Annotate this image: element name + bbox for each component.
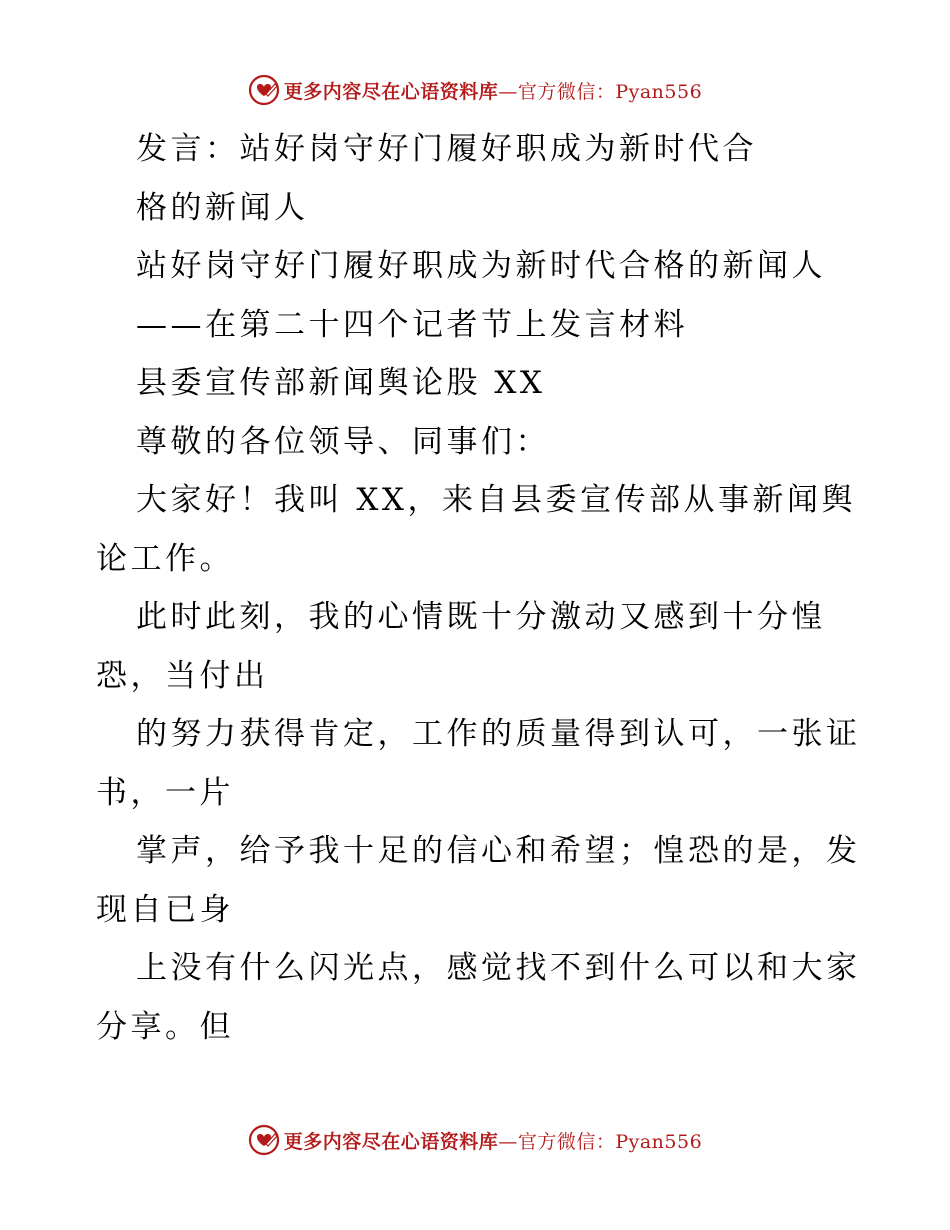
heart-pen-logo-icon [248, 74, 280, 106]
paragraph-line: 恐，当付出 [96, 657, 269, 694]
paragraph-line: 现自已身 [96, 891, 234, 928]
paragraph-line: 书，一片 [96, 774, 234, 811]
title-line-1: 发言：站好岗守好门履好职成为新时代合 [136, 131, 757, 167]
paragraph-line: 的努力获得肯定，工作的质量得到认可，一张证 [136, 716, 861, 752]
subtitle-line: 站好岗守好门履好职成为新时代合格的新闻人 [136, 248, 826, 284]
header-text: 更多内容尽在心语资料库—官方微信：Pyan556 [283, 80, 703, 103]
header-banner [0, 70, 950, 110]
paragraph-line: 分享。但 [96, 1008, 234, 1045]
salutation-line: 尊敬的各位领导、同事们： [136, 423, 550, 460]
author-line: 县委宣传部新闻舆论股 XX [136, 365, 546, 401]
occasion-line: ——在第二十四个记者节上发言材料 [136, 306, 688, 343]
footer-banner [0, 1120, 950, 1160]
paragraph-line: 掌声，给予我十足的信心和希望；惶恐的是，发 [136, 833, 861, 869]
paragraph-line: 此时此刻，我的心情既十分激动又感到十分惶 [136, 599, 826, 635]
paragraph-line: 大家好！我叫 XX，来自县委宣传部从事新闻舆 [136, 482, 856, 518]
document-body [96, 120, 866, 1056]
paragraph-line: 论工作。 [96, 540, 234, 577]
heart-pen-logo-icon [248, 1124, 280, 1156]
paragraph-line: 上没有什么闪光点，感觉找不到什么可以和大家 [136, 950, 861, 986]
title-line-2: 格的新闻人 [136, 189, 309, 226]
footer-text: 更多内容尽在心语资料库—官方微信：Pyan556 [283, 1130, 703, 1153]
